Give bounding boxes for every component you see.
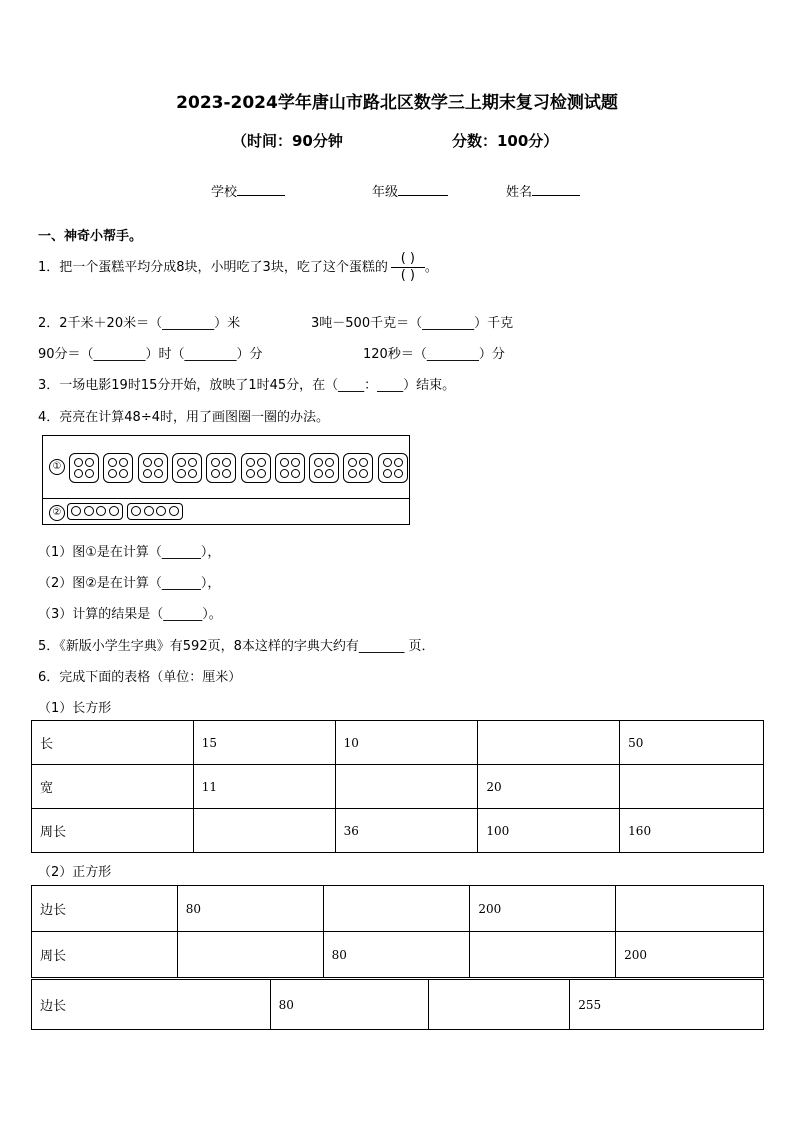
circle-group	[69, 453, 99, 483]
table-row	[32, 809, 764, 853]
question-2b: 3吨－500千克＝（________）千克	[311, 316, 514, 331]
table-cell: 80	[270, 980, 429, 1030]
table-cell: 20	[478, 765, 620, 809]
page-title: 2023-2024学年唐山市路北区数学三上期末复习检测试题	[176, 93, 618, 113]
circle-mark	[143, 458, 152, 467]
question-4: 4．亮亮在计算48÷4时，用了画图圈一圈的办法。	[38, 410, 329, 425]
circle-mark	[257, 458, 266, 467]
table-cell: 255	[570, 980, 764, 1030]
circle-mark	[211, 458, 220, 467]
table-cell: 200	[470, 886, 616, 932]
circle-mark	[383, 458, 392, 467]
question-6: 6．完成下面的表格（单位：厘米）	[38, 670, 242, 685]
table-cell[interactable]	[323, 886, 470, 932]
school-field[interactable]	[211, 181, 285, 200]
grade-label: 年级	[372, 185, 399, 200]
table-row	[32, 980, 764, 1030]
circle-mark	[177, 469, 186, 478]
circle-mark	[383, 469, 392, 478]
table-cell: 10	[335, 721, 478, 765]
table-cell[interactable]	[620, 765, 764, 809]
name-field[interactable]	[506, 181, 580, 200]
time-label: （时间：90分钟	[232, 132, 343, 150]
table-cell[interactable]	[177, 932, 323, 978]
circle-mark	[394, 458, 403, 467]
circle-group	[309, 453, 339, 483]
circle-mark	[359, 469, 368, 478]
circle-mark	[325, 469, 334, 478]
table-cell[interactable]	[193, 809, 335, 853]
question-4-sub1: （1）图①是在计算（______），	[38, 545, 221, 560]
circle-mark	[325, 458, 334, 467]
circle-mark	[211, 469, 220, 478]
figure-divider	[43, 498, 409, 499]
circle-group	[206, 453, 236, 483]
table-cell: 80	[177, 886, 323, 932]
circle-mark	[246, 458, 255, 467]
table-row	[32, 932, 764, 978]
circle-mark	[119, 469, 128, 478]
circle-figure	[42, 435, 410, 525]
circle-mark	[348, 469, 357, 478]
circle-group-row	[127, 503, 183, 520]
table1-caption: （1）长方形	[38, 701, 112, 716]
table2-caption: （2）正方形	[38, 865, 112, 880]
rectangle-table	[31, 720, 764, 853]
grade-field[interactable]	[372, 181, 448, 200]
circle-mark	[348, 458, 357, 467]
row-header-cell: 周长	[32, 932, 178, 978]
circle-mark	[85, 458, 94, 467]
table-row	[32, 721, 764, 765]
fraction-numerator[interactable]: ( )	[400, 251, 415, 266]
question-2c: 90分＝（________）时（________）分	[38, 347, 263, 362]
row-header-cell: 宽	[32, 765, 194, 809]
name-blank[interactable]	[532, 181, 580, 196]
square-table	[31, 885, 764, 978]
circle-mark	[143, 469, 152, 478]
question-1-end: 。	[424, 260, 438, 275]
circle-mark	[119, 458, 128, 467]
row-header-cell: 边长	[32, 886, 178, 932]
question-2a: 2．2千米＋20米＝（________）米	[38, 316, 241, 331]
circle-mark	[257, 469, 266, 478]
table-cell[interactable]	[470, 932, 616, 978]
circle-mark	[246, 469, 255, 478]
table-cell: 200	[616, 932, 764, 978]
row-header-cell: 边长	[32, 980, 271, 1030]
circle-mark	[222, 458, 231, 467]
section-heading: 一、神奇小帮手。	[38, 229, 143, 244]
table-row	[32, 765, 764, 809]
circle-group	[103, 453, 133, 483]
circle-mark	[394, 469, 403, 478]
circle-group	[172, 453, 202, 483]
circle-mark	[280, 469, 289, 478]
table-cell[interactable]	[478, 721, 620, 765]
circle-mark	[359, 458, 368, 467]
figure-label-2: ②	[49, 505, 65, 521]
circle-mark	[71, 506, 81, 516]
circle-mark	[291, 458, 300, 467]
school-blank[interactable]	[237, 181, 285, 196]
circle-mark	[84, 506, 94, 516]
circle-mark	[280, 458, 289, 467]
table-cell: 15	[193, 721, 335, 765]
circle-mark	[169, 506, 179, 516]
circle-group	[343, 453, 373, 483]
school-label: 学校	[211, 185, 238, 200]
table-cell[interactable]	[335, 765, 478, 809]
circle-group	[241, 453, 271, 483]
circle-mark	[131, 506, 141, 516]
circle-mark	[314, 458, 323, 467]
question-2d: 120秒＝（________）分	[363, 347, 505, 362]
table-cell: 160	[620, 809, 764, 853]
grade-blank[interactable]	[398, 181, 448, 196]
circle-group	[275, 453, 305, 483]
table-cell: 80	[323, 932, 470, 978]
table-cell: 11	[193, 765, 335, 809]
question-1	[38, 251, 438, 284]
circle-mark	[188, 458, 197, 467]
circle-mark	[108, 458, 117, 467]
question-1-text: 1．把一个蛋糕平均分成8块，小明吃了3块，吃了这个蛋糕的	[38, 260, 388, 275]
name-label: 姓名	[506, 185, 533, 200]
fraction	[391, 251, 425, 284]
circle-mark	[314, 469, 323, 478]
circle-group	[138, 453, 168, 483]
table-cell[interactable]	[429, 980, 570, 1030]
table-row	[32, 886, 764, 932]
circle-mark	[144, 506, 154, 516]
table-cell: 100	[478, 809, 620, 853]
circle-mark	[177, 458, 186, 467]
circle-mark	[96, 506, 106, 516]
circle-mark	[74, 469, 83, 478]
question-4-sub3: （3）计算的结果是（______）。	[38, 607, 222, 622]
table-cell: 50	[620, 721, 764, 765]
row-header-cell: 周长	[32, 809, 194, 853]
question-3: 3．一场电影19时15分开始，放映了1时45分，在（____：____）结束。	[38, 378, 456, 393]
square-table-extra	[31, 979, 764, 1030]
question-5: 5．《新版小学生字典》有592页，8本这样的字典大约有_______ 页．	[38, 639, 435, 654]
score-label: 分数：100分）	[452, 132, 559, 150]
circle-mark	[109, 506, 119, 516]
circle-mark	[188, 469, 197, 478]
circle-mark	[291, 469, 300, 478]
figure-label-1: ①	[49, 459, 65, 475]
circle-group	[378, 453, 408, 483]
circle-mark	[85, 469, 94, 478]
question-4-sub2: （2）图②是在计算（______），	[38, 576, 221, 591]
circle-mark	[222, 469, 231, 478]
table-cell[interactable]	[616, 886, 764, 932]
circle-mark	[74, 458, 83, 467]
circle-mark	[154, 458, 163, 467]
circle-group-row	[67, 503, 123, 520]
circle-mark	[154, 469, 163, 478]
circle-mark	[108, 469, 117, 478]
row-header-cell: 长	[32, 721, 194, 765]
fraction-denominator[interactable]: ( )	[400, 268, 415, 283]
circle-mark	[156, 506, 166, 516]
table-cell: 36	[335, 809, 478, 853]
